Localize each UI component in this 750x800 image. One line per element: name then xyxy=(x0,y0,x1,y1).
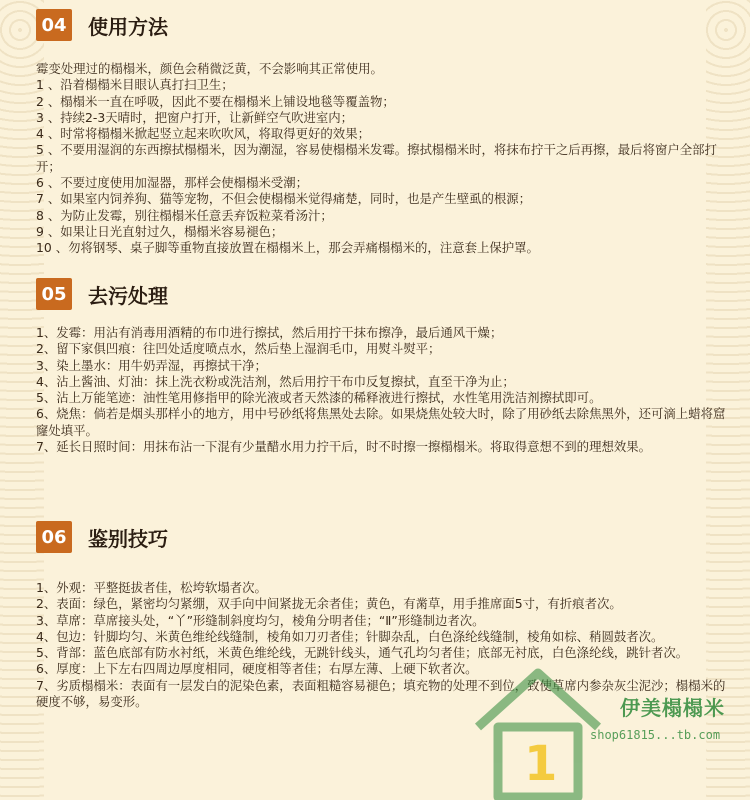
text-line: 8 、为防止发霉，别往榻榻米任意丢弃饭粒菜肴汤汁； xyxy=(36,207,333,223)
text-line: 7、劣质榻榻米：表面有一层发白的泥染色素，表面粗糙容易褪色；填充物的处理不到位，致使草席内参杂灰尘泥沙；榻榻米的硬度不够，易变形。 xyxy=(36,677,726,710)
text-line: 6、厚度：上下左右四周边厚度相同，硬度相等者佳；右厚左薄、上硬下软者次。 xyxy=(36,661,478,677)
text-line: 2、留下家俱凹痕：往凹处适度喷点水，然后垫上湿润毛巾，用熨斗熨平； xyxy=(36,341,441,357)
section-title: 鉴别技巧 xyxy=(88,526,168,551)
text-line: 3 、持续2-3天晴时，把窗户打开，让新鲜空气吹进室内； xyxy=(36,109,354,125)
watermark-brand: 伊美榻榻米 xyxy=(620,696,725,720)
text-line: 10 、勿将钢琴、桌子脚等重物直接放置在榻榻米上，那会弄痛榻榻米的，注意套上保护罩。 xyxy=(36,240,539,256)
text-line: 霉变处理过的榻榻米，颜色会稍微泛黄，不会影响其正常使用。 xyxy=(36,61,383,76)
text-line: 3、染上墨水：用牛奶弄湿，再擦拭干净； xyxy=(36,357,267,373)
section-number-badge: 06 xyxy=(36,521,72,553)
text-line: 1、发霉：用沾有消毒用酒精的布巾进行擦拭，然后用拧干抹布擦净，最后通风干燥； xyxy=(36,325,503,340)
text-line: 6 、不要过度使用加湿器，那样会使榻榻米受潮； xyxy=(36,175,309,191)
text-line: 5 、不要用湿润的东西擦拭榻榻米，因为潮湿，容易使榻榻米发霉。擦拭榻榻米时，将抹布拧干之后再擦，最后将窗户全部打开； xyxy=(36,142,717,174)
section-header-stain-removal xyxy=(36,277,168,311)
text-line: 4、沾上酱油、灯油：抹上洗衣粉或洗洁剂，然后用拧干布巾反复擦拭，直至干净为止； xyxy=(36,373,515,389)
text-line: 3、草席：草席接头处，“丫”形缝制斜度均匀，棱角分明者佳；“Ⅱ”形缝制边者次。 xyxy=(36,612,485,628)
text-line: 6、烧焦：倘若是烟头那样小的地方，用中号砂纸将焦黑处去除。如果烧焦处较大时，除了用砂纸去除焦黑外，还可滴上蜡将窟窿处填平。 xyxy=(36,406,726,438)
section-title: 使用方法 xyxy=(88,14,168,39)
text-line: 5、背部：蓝色底部有防水衬纸，米黄色维纶线，无跳针线头，通气孔均匀者佳；底部无衬底，白色涤纶线，跳针者次。 xyxy=(36,645,689,661)
text-line: 2 、榻榻米一直在呼吸，因此不要在榻榻米上铺设地毯等覆盖物； xyxy=(36,93,395,109)
section-number-badge: 05 xyxy=(36,278,72,310)
section-body-stain-removal xyxy=(36,325,726,455)
section-header-usage xyxy=(36,8,168,42)
text-line: 7 、如果室内饲养狗、猫等宠物，不但会使榻榻米觉得痛楚，同时，也是产生壁虱的根源； xyxy=(36,191,532,207)
text-line: 5、沾上万能笔迹：油性笔用修指甲的除光液或者天然漆的稀释液进行擦拭，水性笔用洗洁剂擦拭即可。 xyxy=(36,390,602,406)
section-number-badge: 04 xyxy=(36,9,72,41)
text-line: 4 、时常将榻榻米掀起竖立起来吹吹风，将取得更好的效果； xyxy=(36,126,370,142)
section-body-usage xyxy=(36,61,726,257)
text-line: 7、延长日照时间：用抹布沾一下混有少量醋水用力拧干后，时不时擦一擦榻榻米。将取得意想不到的理想效果。 xyxy=(36,439,652,455)
text-line: 9 、如果让日光直射过久，榻榻米容易褪色； xyxy=(36,223,284,239)
text-line: 2、表面：绿色，紧密均匀紧绷，双手向中间紧拢无余者佳；黄色，有黹草，用手推席面5寸，有折痕者次。 xyxy=(36,596,622,612)
text-line: 1、外观：平整挺拔者佳，松垮软塌者次。 xyxy=(36,580,267,595)
watermark-url: shop61815...tb.com xyxy=(590,728,721,742)
text-line: 4、包边：针脚均匀、米黄色维纶线缝制，棱角如刀刃者佳；针脚杂乱，白色涤纶线缝制，棱角如棕、稍圆鼓者次。 xyxy=(36,628,664,644)
svg-text:1: 1 xyxy=(524,736,558,792)
text-line: 1 、沿着榻榻米目眼认真打扫卫生； xyxy=(36,77,234,93)
section-header-identification xyxy=(36,520,168,554)
section-title: 去污处理 xyxy=(88,283,168,308)
